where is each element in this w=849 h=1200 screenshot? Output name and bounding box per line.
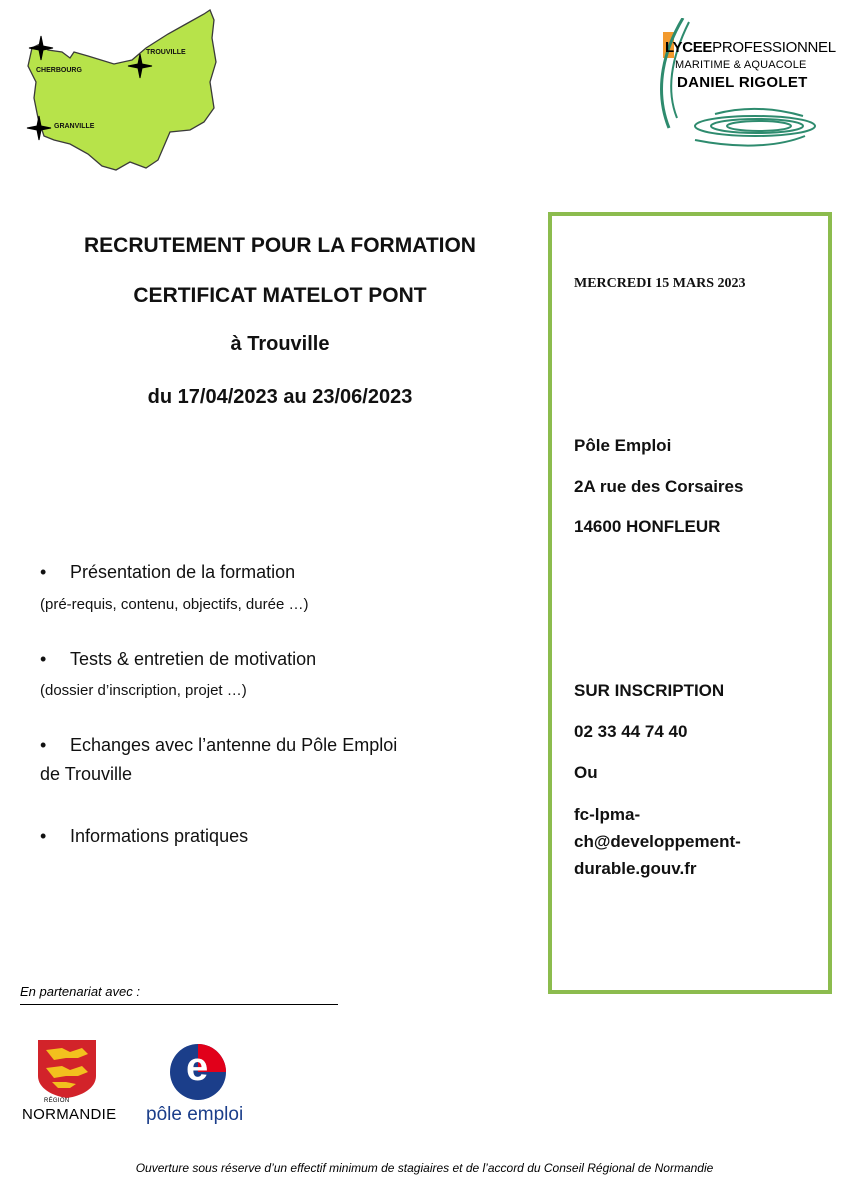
- title-recruitment: RECRUTEMENT POUR LA FORMATION: [84, 234, 476, 257]
- school-logo: [655, 18, 835, 160]
- bullet-item: [40, 562, 295, 583]
- phone-number: 02 33 44 74 40: [574, 722, 688, 741]
- bullet-item: [40, 826, 248, 847]
- venue-street: 2A rue des Corsaires: [574, 477, 744, 496]
- email-line-3[interactable]: durable.gouv.fr: [574, 859, 697, 878]
- registration-label: SUR INSCRIPTION: [574, 681, 725, 700]
- normandy-shape: [28, 10, 216, 170]
- event-date: MERCREDI 15 MARS 2023: [574, 276, 746, 291]
- bullet-dot: •: [40, 649, 47, 669]
- pole-emploi-logo: [140, 1042, 255, 1132]
- pe-e-letter: e: [186, 1045, 209, 1089]
- region-name-text: NORMANDIE: [22, 1106, 117, 1123]
- venue-city: 14600 HONFLEUR: [574, 517, 721, 536]
- partner-label: En partenariat avec :: [20, 984, 140, 999]
- pe-name-text: pôle emploi: [146, 1104, 244, 1125]
- logo-professionnel: PROFESSIONNEL: [712, 39, 836, 56]
- bullet-sub: (pré-requis, contenu, objectifs, durée …): [40, 596, 309, 613]
- bullet-item: [40, 735, 397, 756]
- city-label-cherbourg: CHERBOURG: [36, 67, 82, 74]
- bullet-text: Echanges avec l’antenne du Pôle Emploi: [70, 735, 398, 755]
- logo-line1: [665, 39, 836, 57]
- bullet-dot: •: [40, 562, 47, 582]
- title-certificate: CERTIFICAT MATELOT PONT: [133, 284, 427, 307]
- region-normandie-logo: [22, 1036, 126, 1130]
- email-line-2[interactable]: ch@developpement-: [574, 832, 741, 851]
- bullet-text: Informations pratiques: [70, 826, 249, 846]
- city-label-granville: GRANVILLE: [54, 123, 95, 130]
- bullet-dot: •: [40, 826, 47, 846]
- title-location: à Trouville: [230, 333, 330, 355]
- logo-lycee: LYCEE: [665, 39, 713, 56]
- title-dates: du 17/04/2023 au 23/06/2023: [147, 386, 413, 408]
- normandy-map: [18, 8, 228, 180]
- footnote: Ouverture sous réserve d’un effectif minimum de stagiaires et de l’accord du Conseil Régional de Normandie: [135, 1161, 714, 1175]
- bullet-dot: •: [40, 735, 47, 755]
- bullet-item: [40, 649, 316, 670]
- logo-line2: MARITIME & AQUACOLE: [675, 59, 807, 71]
- city-label-trouville: TROUVILLE: [146, 49, 186, 56]
- region-small-text: RÉGION: [44, 1098, 70, 1104]
- email-line-1[interactable]: fc-lpma-: [574, 805, 641, 824]
- or-label: Ou: [574, 763, 598, 782]
- logo-line3: DANIEL RIGOLET: [677, 74, 808, 91]
- bullet-sub: (dossier d’inscription, projet …): [40, 682, 247, 699]
- bullet-text: Tests & entretien de motivation: [70, 649, 317, 669]
- venue-name: Pôle Emploi: [574, 436, 672, 455]
- bullet-text: Présentation de la formation: [70, 562, 296, 582]
- bullet-continuation: de Trouville: [40, 764, 133, 784]
- partner-divider: [20, 1004, 338, 1005]
